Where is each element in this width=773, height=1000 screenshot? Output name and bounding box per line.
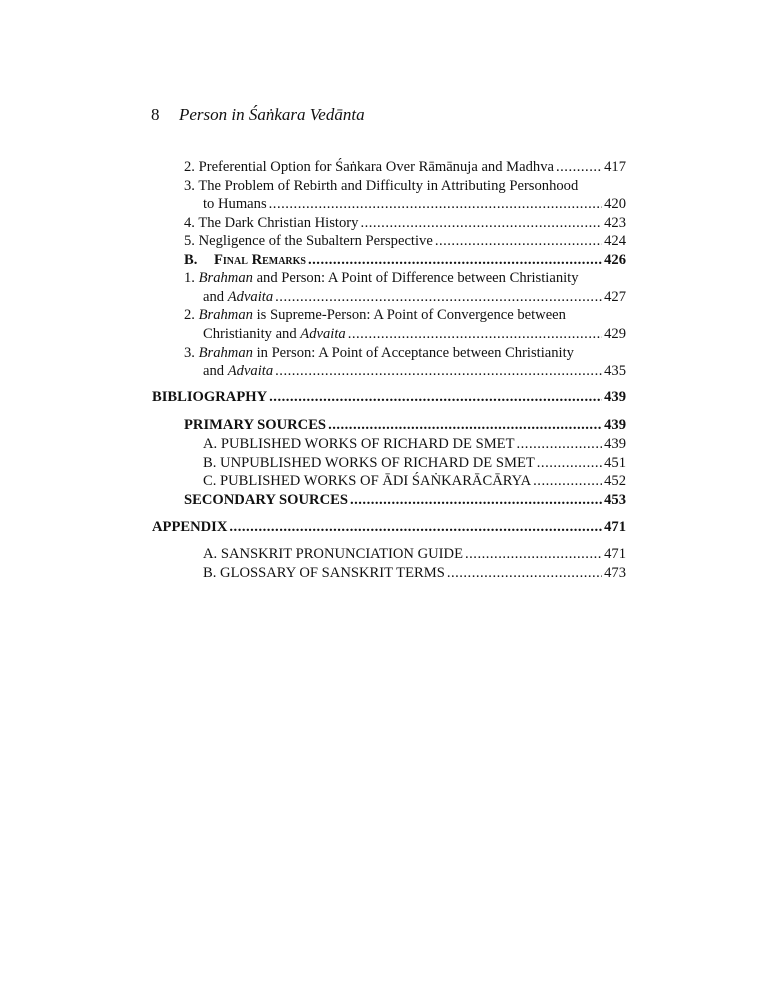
running-header (151, 104, 365, 126)
leader-dots (328, 416, 602, 434)
toc-entry-continuation: and Advaita ..... 427 (203, 288, 626, 306)
toc-entry: A. PUBLISHED WORKS OF RICHARD DE SMET ..... 439 (203, 435, 626, 453)
leader-dots (435, 232, 602, 250)
leader-dots (533, 472, 602, 490)
leader-dots (537, 454, 602, 472)
toc-page: 435 (604, 363, 626, 379)
toc-entry-continuation: and Advaita ..... 435 (203, 362, 626, 380)
section-label: B. (184, 252, 198, 268)
leader-dots (229, 518, 602, 536)
toc-page: 452 (604, 473, 626, 489)
leader-dots (275, 288, 602, 306)
leader-dots (350, 491, 602, 509)
book-title: Person in Śaṅkara Vedānta (179, 105, 365, 124)
toc-entry: 4. The Dark Christian History ..... 423 (184, 214, 626, 232)
toc-page: 439 (604, 389, 626, 405)
toc-chapter-bibliography: BIBLIOGRAPHY ..... 439 (152, 388, 626, 406)
toc-page: 423 (604, 215, 626, 231)
leader-dots (269, 388, 602, 406)
leader-dots (447, 564, 602, 582)
toc-entry: C. PUBLISHED WORKS OF ĀDI ŚAṄKARĀCĀRYA ..... 452 (203, 472, 626, 490)
toc-chapter-appendix: APPENDIX ..... 471 (152, 518, 626, 536)
toc-section-secondary-sources: SECONDARY SOURCES ..... 453 (184, 491, 626, 509)
toc-entry: 2. Preferential Option for Śaṅkara Over Rāmānuja and Madhva ..... 417 (184, 158, 626, 176)
leader-dots (360, 214, 602, 232)
toc-entry: B. GLOSSARY OF SANSKRIT TERMS ..... 473 (203, 564, 626, 582)
toc-page: 426 (604, 252, 626, 268)
toc-entry: 5. Negligence of the Subaltern Perspective ..... 424 (184, 232, 626, 250)
leader-dots (556, 158, 602, 176)
toc-page: 453 (604, 492, 626, 508)
page-number: 8 (151, 105, 160, 124)
toc-page: 420 (604, 196, 626, 212)
toc-page: 439 (604, 436, 626, 452)
toc-section-heading: B. Final Remarks ..... 426 (184, 251, 626, 269)
toc-page: 429 (604, 326, 626, 342)
toc-page: 471 (604, 519, 626, 535)
toc-page: 471 (604, 546, 626, 562)
leader-dots (517, 435, 603, 453)
toc-page: 439 (604, 417, 626, 433)
toc-page: 451 (604, 455, 626, 471)
leader-dots (348, 325, 602, 343)
leader-dots (275, 362, 602, 380)
toc-entry-continuation: Christianity and Advaita ..... 429 (203, 325, 626, 343)
toc-section-primary-sources: PRIMARY SOURCES ..... 439 (184, 416, 626, 434)
toc-entry: 3. Brahman in Person: A Point of Acceptance between Christianity (184, 345, 574, 361)
leader-dots (465, 545, 602, 563)
toc-entry: 3. The Problem of Rebirth and Difficulty in Attributing Personhood (184, 178, 579, 194)
toc-entry: 1. Brahman and Person: A Point of Difference between Christianity (184, 270, 579, 286)
leader-dots (269, 195, 602, 213)
toc-entry: A. SANSKRIT PRONUNCIATION GUIDE ..... 471 (203, 545, 626, 563)
toc-entry: B. UNPUBLISHED WORKS OF RICHARD DE SMET ..... 451 (203, 454, 626, 472)
toc-page: 417 (604, 159, 626, 175)
leader-dots (308, 251, 602, 269)
toc-entry-continuation: to Humans ..... 420 (203, 195, 626, 213)
toc-page: 427 (604, 289, 626, 305)
toc-page: 424 (604, 233, 626, 249)
toc-page: 473 (604, 565, 626, 581)
toc-entry: 2. Brahman is Supreme-Person: A Point of Convergence between (184, 307, 566, 323)
